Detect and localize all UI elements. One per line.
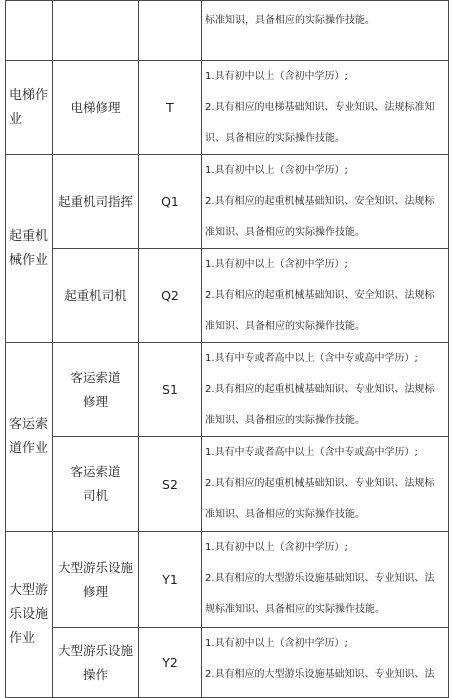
- requirement-line: 标准知识，具备相应的实际操作技能。: [205, 15, 375, 26]
- item-code: T: [139, 61, 202, 155]
- table-row: [6, 628, 449, 698]
- requirement-line: 2.具有相应的起重机械基础知识、专业知识、法规标: [205, 478, 435, 489]
- item-name: 大型游乐设施操作: [53, 628, 139, 698]
- requirement-line: 准知识、具备相应的实际操作技能。: [205, 321, 365, 332]
- requirements-cell: [202, 628, 449, 698]
- item-name: 起重机司指挥: [53, 155, 139, 249]
- item-code: S2: [139, 437, 202, 532]
- requirements-cell: [202, 532, 449, 628]
- requirements-cell: [202, 437, 449, 532]
- table-row: [6, 155, 449, 249]
- category-ropeway: 客运索道作业: [6, 343, 53, 532]
- item-name: 大型游乐设施修理: [53, 532, 139, 628]
- requirement-line: 2.具有相应的起重机械基础知识、安全知识、法规标: [205, 290, 435, 301]
- table-row: [6, 532, 449, 628]
- table-row: [6, 437, 449, 532]
- requirement-line: 准知识、具备相应的实际操作技能。: [205, 415, 365, 426]
- item-name: 客运索道修理: [53, 343, 139, 437]
- item-name: 客运索道司机: [53, 437, 139, 532]
- requirement-line: 2.具有相应的大型游乐设施基础知识、专业知识、法: [205, 573, 435, 584]
- requirement-line: 2.具有相应的大型游乐设施基础知识、专业知识、法: [205, 669, 435, 680]
- requirement-line: 准知识、具备相应的实际操作技能。: [205, 227, 365, 238]
- item-code: Y1: [139, 532, 202, 628]
- category-cell-empty: [6, 1, 53, 61]
- requirement-line: 准知识、具备相应的实际操作技能。: [205, 509, 365, 520]
- requirement-line: 2.具有相应的起重机械基础知识、安全知识、法规标: [205, 196, 435, 207]
- table-row: [6, 249, 449, 343]
- item-code: Q2: [139, 249, 202, 343]
- requirement-line: 1.具有初中以上（含初中学历）;: [205, 638, 348, 649]
- item-name: 电梯修理: [53, 61, 139, 155]
- item-name: 起重机司机: [53, 249, 139, 343]
- category-elevator: 电梯作业: [6, 61, 53, 155]
- item-code: [139, 1, 202, 61]
- requirement-line: 1.具有初中以上（含初中学历）;: [205, 542, 348, 553]
- table-row: [6, 343, 449, 437]
- item-code: Y2: [139, 628, 202, 698]
- category-amusement: 大型游乐设施作业: [6, 532, 53, 698]
- qualification-table: [5, 0, 449, 698]
- requirement-line: 识、具备相应的实际操作技能。: [205, 133, 345, 144]
- requirement-line: 2.具有相应的起重机械基础知识、专业知识、法规标: [205, 384, 435, 395]
- requirements-cell: [202, 1, 449, 61]
- requirement-line: 1.具有中专或者高中以上（含中专或高中学历）;: [205, 353, 418, 364]
- requirement-line: 规标准知识、具备相应的实际操作技能。: [205, 604, 385, 615]
- requirements-cell: [202, 155, 449, 249]
- table-row: [6, 1, 449, 61]
- category-crane: 起重机械作业: [6, 155, 53, 343]
- requirement-line: 1.具有初中以上（含初中学历）;: [205, 71, 348, 82]
- table-row: [6, 61, 449, 155]
- requirement-line: 1.具有初中以上（含初中学历）;: [205, 259, 348, 270]
- requirements-cell: [202, 249, 449, 343]
- requirement-line: 1.具有初中以上（含初中学历）;: [205, 165, 348, 176]
- item-code: S1: [139, 343, 202, 437]
- item-name: [53, 1, 139, 61]
- requirement-line: 2.具有相应的电梯基础知识、专业知识、法规标准知: [205, 102, 435, 113]
- requirement-line: 1.具有中专或者高中以上（含中专或高中学历）;: [205, 447, 418, 458]
- requirements-cell: [202, 343, 449, 437]
- item-code: Q1: [139, 155, 202, 249]
- requirements-cell: [202, 61, 449, 155]
